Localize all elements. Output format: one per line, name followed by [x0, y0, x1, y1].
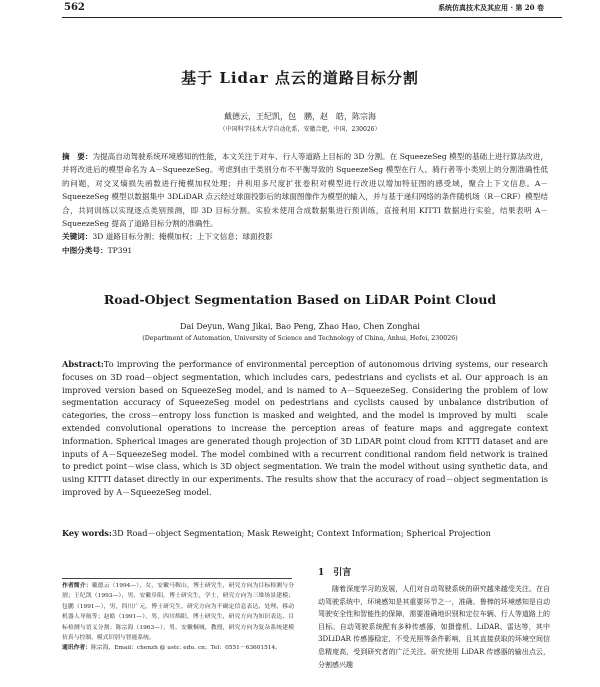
chinese-abstract	[62, 150, 548, 257]
page-number: 562	[64, 2, 85, 13]
english-title: Road-Object Segmentation Based on LiDAR Point Cloud	[103, 292, 497, 307]
section-heading-intro: 1 引言	[318, 568, 352, 578]
author-footnote	[62, 581, 294, 654]
english-abstract-label: Abstract:	[62, 359, 104, 369]
english-keywords-label: Key words:	[62, 528, 112, 538]
page-header	[0, 0, 600, 16]
english-keywords: 3D Road－object Segmentation; Mask Reweight; Context Information; Spherical Projection	[111, 528, 491, 538]
clc-number: TP391	[107, 245, 133, 255]
english-authors: Dai Deyun, Wang Jikai, Bao Peng, Zhao Hao, Chen Zonghai	[180, 322, 420, 331]
chinese-affiliation: （中国科学技术大学自动化系，安徽合肥，中国，230026）	[219, 126, 381, 133]
header-rule	[62, 17, 562, 18]
english-affiliation: (Department of Automation, University of Science and Technology of China, Anhui, Hefei, 230026)	[142, 335, 458, 342]
chinese-title: 基于 Lidar 点云的道路目标分割	[181, 69, 419, 87]
journal-running-head: 系统仿真技术及其应用 · 第 20 卷	[438, 3, 544, 12]
footnote-text: 戴德云（1994—），女，安徽马鞍山，博士研究生，研究方向为目标检测与分割；王纪凯（1993—），男，安徽阜阳，博士研究生，学士，研究方向为三维场景建模；包鹏（1991—），男，四川广元，博士研究生，研究方向为不确定信息表达、处理、移动机器人导航等；赵皓（1991—），男，四川绵阳，博士研究生，研究方向为知识表达、目标检测与语义分割；陈宗海（1963—），男，安徽桐城，教授，研究方向为复杂系统建模仿真与控制、模式识别与智能系统。	[62, 583, 294, 642]
english-abstract-text: To improving the performance of environmental perception of autonomous driving systems, our research focuses on 3D road－object segmentation, which includes cars, pedestrians and cyclists et al. Our approach is an improved version based on SqueezeSeg model, and is named to A－SqueezeSeg. Considering the problem of low segmentation accuracy of SqueezeSeg model on pedestrians and cyclists caused by unbalance distribution of categories, the cross－entropy loss function is masked and weighted, and the model is improved by multi scale extended convolutional operations to increase the perception areas of feature maps and aggregate context information. Spherical images are generated though projection of 3D LiDAR point cloud from KITTI dataset and are inputs of A－SqueezeSeg model. The model combined with a recurrent conditional random field network is trained to predict point－wise class, which is 3D object segmentation. We train the model without using synthetic data, and using KITTI dataset directly in our experiments. The results show that the accuracy of road－object segmentation is improved by A－SqueezeSeg model.	[62, 359, 548, 497]
chinese-abstract-label: 摘 要：	[62, 152, 93, 161]
english-keywords-block	[62, 528, 548, 539]
chinese-abstract-text: 为提高自动驾驶系统环境感知的性能，本文关注于对车、行人等道路上目标的 3D 分割。在 SqueezeSeg 模型的基础上进行算法改进，并将改进后的模型命名为 A－SqueezeSeg。考虑到由于类别分布不平衡导致的 SqueezeSeg 模型在行人、骑行者等小类别上的分割准确性低的问题，对交叉熵损失函数进行掩模加权处理；并利用多尺度扩张卷积对模型进行改进以增加特征图的感受域，聚合上下文信息。A－SqueezeSeg 模型以数据集中 3DLiDAR 点云经过球面投影后的球面图像作为模型的输入，并与基于递归网络的条件随机场（R－CRF）模型结合，共同训练以实现逐点类别预测，即 3D 目标分割。实验未使用合成数据集进行预训练，直接利用 KITTI 数据进行实验，结果表明 A－SqueezeSeg 提高了道路目标分割的准确性。	[62, 152, 548, 229]
corresponding-label: 通讯作者：	[62, 645, 91, 652]
clc-label: 中图分类号：	[62, 245, 108, 255]
chinese-keywords: 3D 道路目标分割；掩模加权；上下文信息；球面投影	[92, 232, 273, 242]
corresponding-text: 陈宗海，Email：chenzh @ ustc. edu. cn；Tel：0551－63601514。	[91, 645, 281, 652]
chinese-authors: 戴德云，王纪凯，包 鹏，赵 皓，陈宗海	[224, 112, 376, 121]
footnote-rule	[62, 578, 292, 579]
intro-paragraph: 随着深度学习的发展，人们对自动驾驶系统的研究越来越受关注。在自动驾驶系统中，环境感知是其重要环节之一，准确、鲁棒的环境感知是自动驾驶安全性和智能性的保障，需要准确地识别和定位车辆、行人等道路上的目标。自动驾驶系统配有多种传感器，如摄像机、LiDAR、雷达等，其中 3DLiDAR 传感器稳定，不受光照等条件影响，且其直接获取的环境空间信息精度高，受到研究者的广泛关注。研究使用 LiDAR 传感器的输出点云，分割感兴趣	[318, 585, 550, 669]
english-abstract	[62, 358, 548, 499]
footnote-label: 作者简介：	[62, 583, 92, 589]
chinese-keywords-label: 关键词：	[62, 232, 93, 242]
